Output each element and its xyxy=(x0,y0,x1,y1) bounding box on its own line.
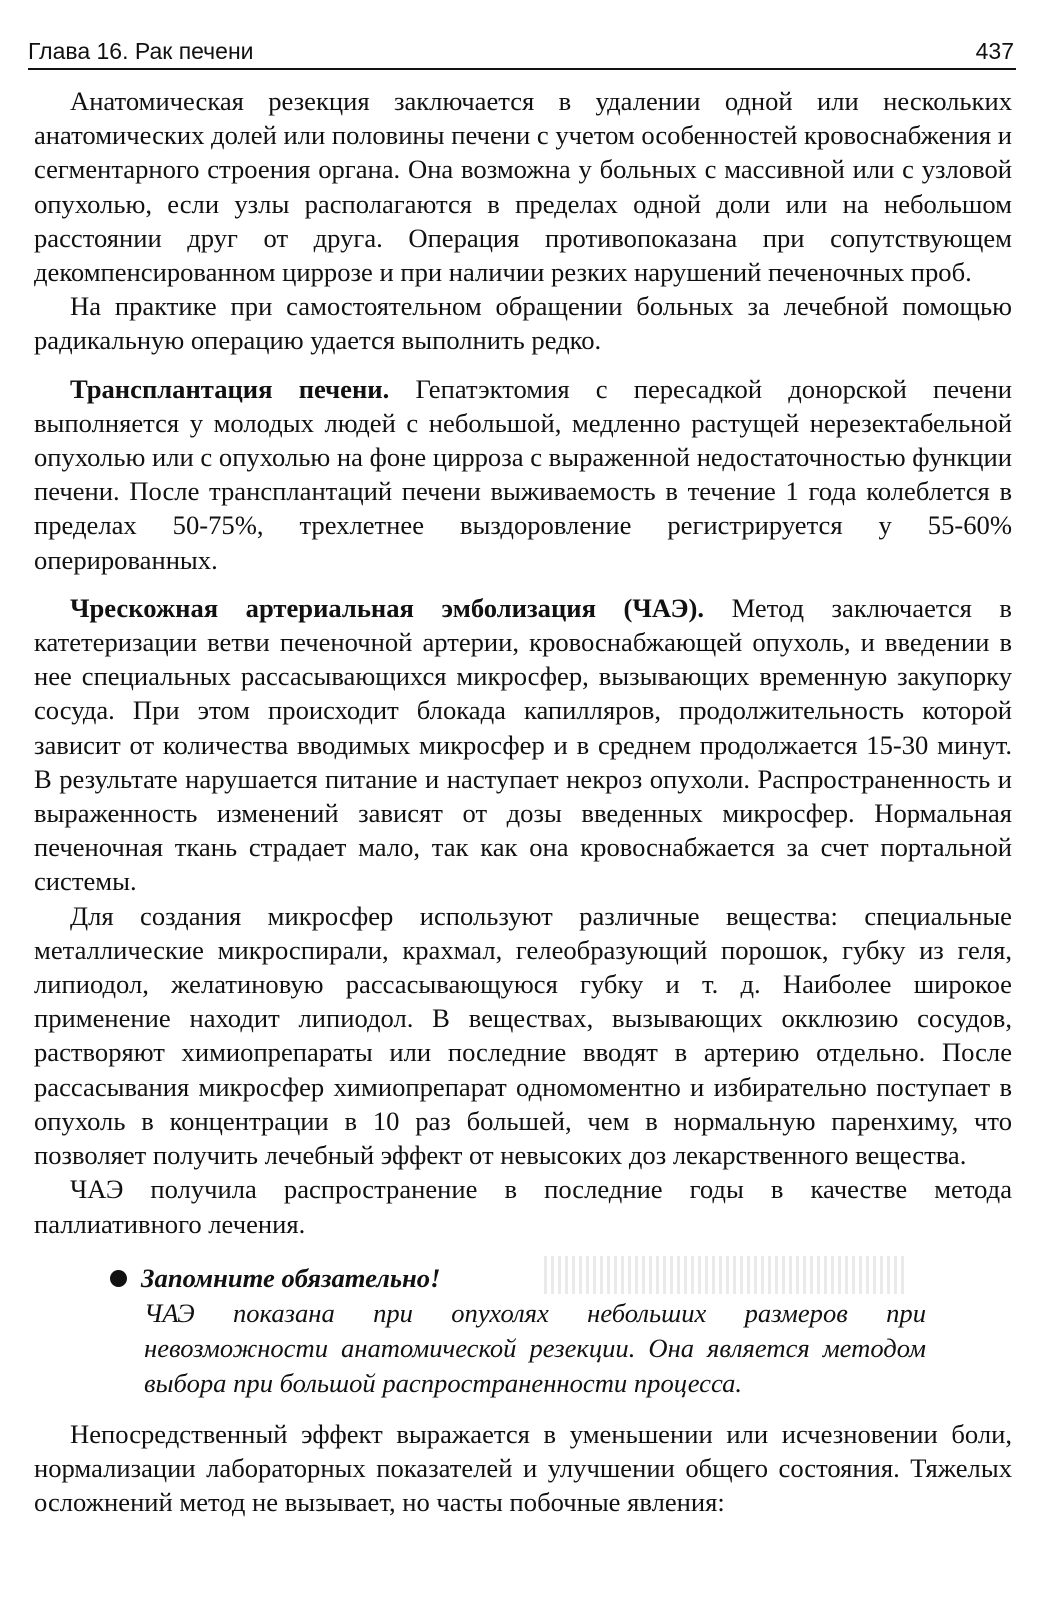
paragraph-text: Для создания микросфер используют различные вещества: специальные металлические микроспирали, крахмал, гелеобразующий порошок, губку из геля, липиодол, желатиновую рассасывающуюся губку и т. д. Наиболее широкое применение находит липиодол. В веществах, вызывающих окклюзию сосудов, растворяют химиопрепараты или последние вводят в артерию отдельно. После рассасывания микросфер химиопрепарат одномоментно и избирательно поступает в опухоль в концентрации в 10 раз большей, чем в нормальную паренхиму, что позволяет получить лечебный эффект от невысоких доз лекарственного вещества. xyxy=(34,900,1012,1171)
paragraph-practice xyxy=(34,289,1012,357)
paragraph-text: Гепатэктомия с пересадкой донорской печени выполняется у молодых людей с небольшой, медленно растущей нерезектабельной опухолью или с опухолью на фоне цирроза с выраженной недостаточностью функции печени. После трансплантаций печени выживаемость в течение 1 года колеблется в пределах 50-75%, трехлетнее выздоровление регистрируется у 55-60% оперированных. xyxy=(34,373,1012,575)
chapter-title: Глава 16. Рак печени xyxy=(28,38,254,64)
paragraph-lead: Трансплантация печени. xyxy=(70,373,390,404)
paragraph-text: Анатомическая резекция заключается в удалении одной или нескольких анатомических долей или половины печени с учетом особенностей кровоснабжения и сегментарного строения органа. Она возможна у больных с массивной или с узловой опухолью, если узлы располагаются в пределах одной доли или на небольшом расстоянии друг от друга. Операция противопоказана при сопутствующем декомпенсированном циррозе и при наличии резких нарушений печеночных проб. xyxy=(34,86,1012,288)
note-text: ЧАЭ показана при опухолях небольших размеров при невозможности анатомической резекции. Она является методом выбора при большой распространенности процесса. xyxy=(144,1297,926,1398)
paragraph-text: Метод заключается в катетеризации ветви печеночной артерии, кровоснабжающей опухоль, и введении в нее специальных рассасывающихся микросфер, вызывающих временную закупорку сосуда. При этом происходит блокада капилляров, продолжительность которой зависит от количества вводимых микросфер и в среднем продолжается 15-30 минут. В результате нарушается питание и наступает некроз опухоли. Распространенность и выраженность изменений зависят от дозы введенных микросфер. Нормальная печеночная ткань страдает мало, так как она кровоснабжается за счет портальной системы. xyxy=(34,592,1012,897)
page-number: 437 xyxy=(975,38,1014,64)
final-text xyxy=(28,1417,1016,1520)
note-title-text: Запомните обязательно! xyxy=(141,1261,440,1296)
note-title xyxy=(110,1261,926,1296)
paragraph-text: Непосредственный эффект выражается в уменьшении или исчезновении боли, нормализации лабораторных показателей и улучшении общего состояния. Тяжелых осложнений метод не вызывает, но часты побочные явления: xyxy=(34,1418,1012,1518)
paragraph-text: ЧАЭ получила распространение в последние годы в качестве метода паллиативного лечения. xyxy=(34,1174,1012,1239)
book-page xyxy=(28,36,1016,1584)
paragraph-microspheres xyxy=(34,899,1012,1173)
note-body xyxy=(144,1296,926,1401)
paragraph-effect xyxy=(34,1417,1012,1520)
paragraph-lead: Чрескожная артериальная эмболизация (ЧАЭ). xyxy=(70,592,705,623)
main-text xyxy=(28,84,1016,1241)
paragraph-transplantation xyxy=(34,372,1012,577)
paragraph-anatomical-resection xyxy=(34,84,1012,289)
remember-note xyxy=(28,1261,1016,1401)
running-header xyxy=(28,36,1016,70)
paragraph-palliative xyxy=(34,1172,1012,1240)
paragraph-embolization xyxy=(34,591,1012,899)
paragraph-text: На практике при самостоятельном обращении больных за лечебной помощью радикальную операцию удается выполнить редко. xyxy=(34,291,1012,356)
bullet-icon xyxy=(110,1270,127,1287)
